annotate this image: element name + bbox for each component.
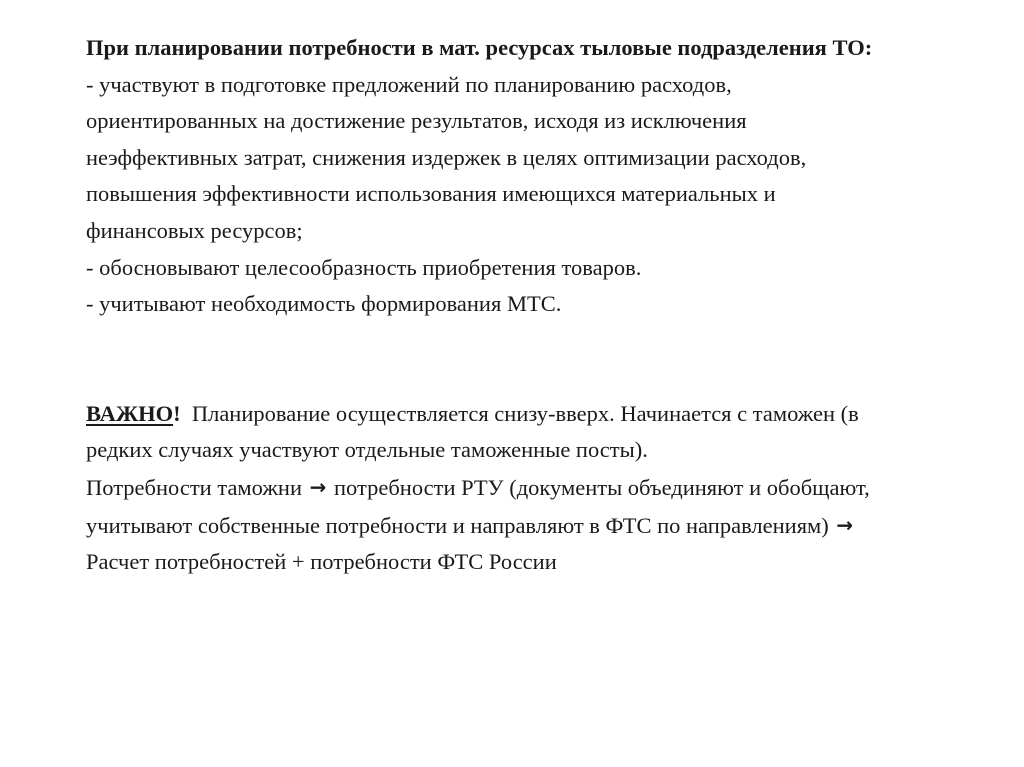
text-line: редких случаях участвуют отдельные таможенные посты). — [86, 437, 648, 463]
text-line: ориентированных на достижение результатов, исходя из исключения — [86, 108, 747, 134]
section-heading: При планировании потребности в мат. ресурсах тыловые подразделения ТО: — [86, 35, 873, 60]
text-line: - участвуют в подготовке предложений по планированию расходов, — [86, 71, 732, 97]
flow-line — [86, 469, 998, 507]
text-line: финансовых ресурсов; — [86, 217, 303, 243]
flow-fts-direction: учитывают собственные потребности и направляют в ФТС по направлениям) — [86, 512, 829, 538]
arrow-right-icon: → — [309, 474, 327, 499]
arrow-right-icon: → — [836, 512, 854, 537]
important-line — [86, 396, 998, 433]
flow-result: Расчет потребностей + потребности ФТС России — [86, 549, 557, 575]
text-line: - учитывают необходимость формирования МТС. — [86, 291, 562, 317]
important-exclamation: ! — [173, 400, 181, 426]
flow-rtu: потребности РТУ (документы объединяют и обобщают, — [334, 474, 870, 500]
important-label: ВАЖНО — [86, 400, 174, 426]
text-line: - обосновывают целесообразность приобретения товаров. — [86, 254, 642, 280]
text-line: неэффективных затрат, снижения издержек в целях оптимизации расходов, — [86, 144, 807, 170]
important-text: Планирование осуществляется снизу-вверх. Начинается с таможен (в — [180, 400, 859, 426]
section-spacer — [86, 323, 998, 396]
flow-line — [86, 507, 998, 545]
slide-content — [86, 30, 998, 581]
flow-customs: Потребности таможни — [86, 474, 302, 500]
text-line: повышения эффективности использования имеющихся материальных и — [86, 181, 776, 207]
